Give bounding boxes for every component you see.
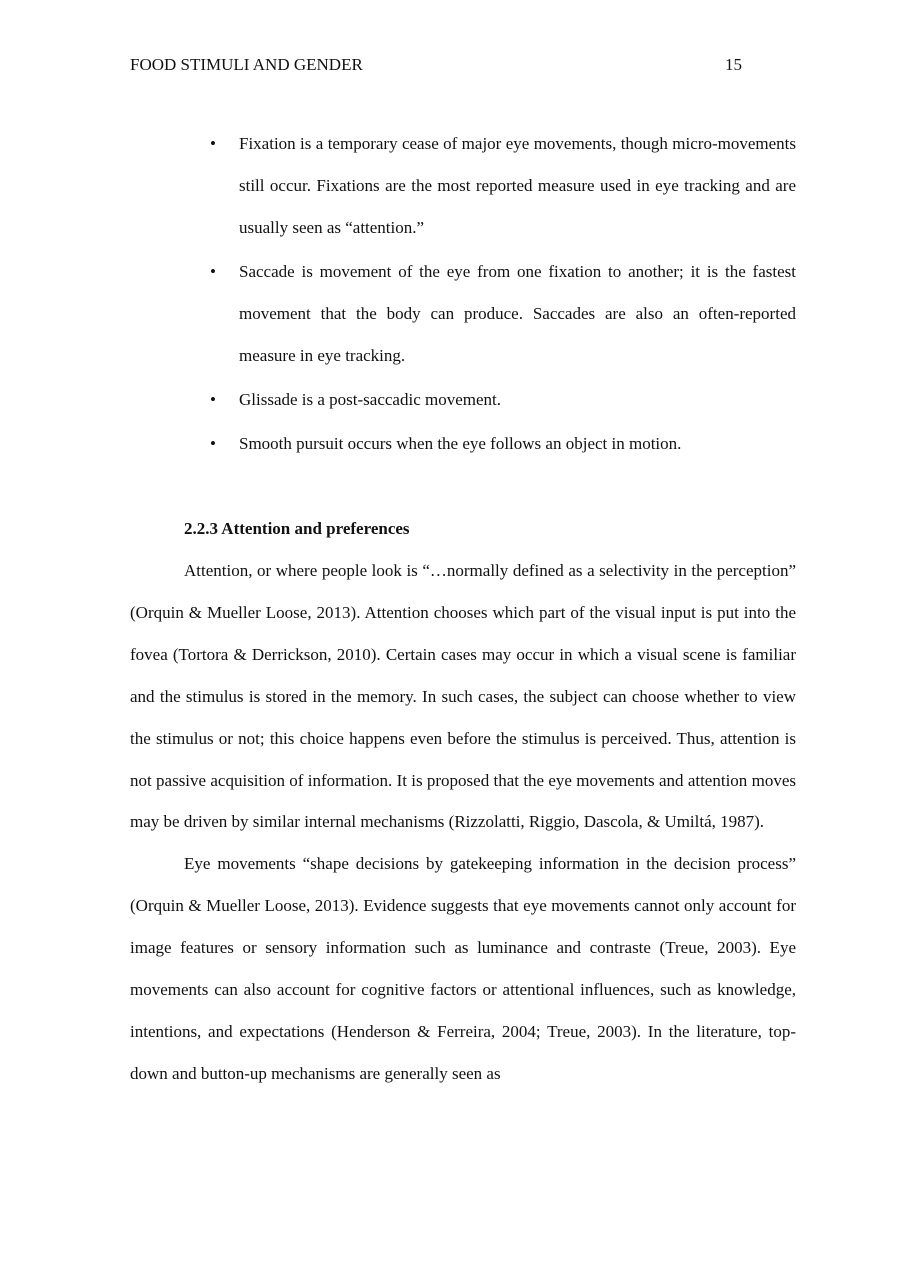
bullet-icon: • (210, 262, 216, 281)
body-text (130, 550, 796, 1095)
bullet-item (210, 123, 796, 249)
bullet-item (210, 379, 796, 421)
bullet-text: Glissade is a post-saccadic movement. (239, 390, 502, 409)
bullet-text: Smooth pursuit occurs when the eye follows an object in motion. (239, 434, 682, 453)
bullet-item (210, 423, 796, 465)
bullet-text: Saccade is movement of the eye from one fixation to another; it is the fastest movement that the body can produce. Saccades are also an often-reported measure in eye tracking. (239, 262, 796, 365)
bullet-icon: • (210, 390, 216, 409)
bullet-icon: • (210, 134, 216, 153)
page-header (130, 54, 742, 76)
bullet-text: Fixation is a temporary cease of major eye movements, though micro-movements still occur. Fixations are the most reported measure used in eye tracking and are usually seen as “attention.” (239, 134, 796, 237)
running-head: FOOD STIMULI AND GENDER (130, 55, 363, 74)
bullet-item (210, 251, 796, 377)
eye-movement-bullet-list (210, 123, 796, 467)
bullet-icon: • (210, 434, 216, 453)
page-number: 15 (725, 55, 742, 74)
section-heading: 2.2.3 Attention and preferences (184, 519, 410, 538)
paragraph: Attention, or where people look is “…normally defined as a selectivity in the perception” (Orquin & Mueller Loose, 2013). Attention chooses which part of the visual input is put into the fovea (Tortora & Derrickson, 2010). Certain cases may occur in which a visual scene is familiar and the stimulus is stored in the memory. In such cases, the subject can choose whether to view the stimulus or not; this choice happens even before the stimulus is perceived. Thus, attention is not passive acquisition of information. It is proposed that the eye movements and attention moves may be driven by similar internal mechanisms (Rizzolatti, Riggio, Dascola, & Umiltá, 1987). (130, 561, 796, 832)
paragraph: Eye movements “shape decisions by gatekeeping information in the decision process” (Orquin & Mueller Loose, 2013). Evidence suggests that eye movements cannot only account for image features or sensory information such as luminance and contraste (Treue, 2003). Eye movements can also account for cognitive factors or attentional influences, such as knowledge, intentions, and expectations (Henderson & Ferreira, 2004; Treue, 2003). In the literature, top-down and button-up mechanisms are generally seen as (130, 854, 796, 1083)
